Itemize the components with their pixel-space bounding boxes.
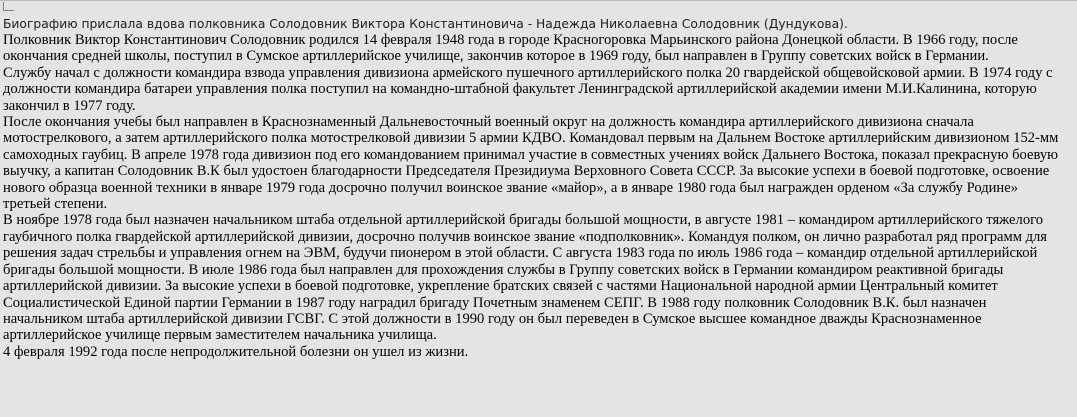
paragraph-early-life: Полковник Виктор Константинович Солодовник родился 14 февраля 1948 года в городе Красногоровка Марьинского района Донецкой области. В 1966 году, после окончания средней школы, поступил в Сумское артиллерийское училище, закончив которое в 1969 году, был направлен в Группу советских войск в Германии.	[3, 32, 1018, 65]
paragraph-service-start: Службу начал с должности командира взвода управления дивизиона армейского пушечного артиллерийского полка 20 гвардейской общевойсковой армии. В 1974 году с должности командира батареи управления полка поступил на командно-штабной факультет Ленинградской артиллерийской академии имени М.И.Калинина, которую закончил в 1977 году.	[3, 64, 1053, 114]
top-divider	[0, 0, 1077, 1]
source-note: Биографию прислала вдова полковника Солодовник Виктора Константиновича - Надежда Николаевна Солодовник (Дундукова).	[3, 17, 848, 31]
paragraph-death: 4 февраля 1992 года после непродолжительной болезни он ушел из жизни.	[3, 343, 469, 360]
paragraph-far-east: После окончания учебы был направлен в Краснознаменный Дальневосточный военный округ на должность командира артиллерийского дивизиона сначала мотострелкового, а затем артиллерийского полка мотострелковой дивизии 5 армии КДВО. Командовал первым на Дальнем Востоке артиллерийским дивизионом 152-мм самоходных гаубиц. В апреле 1978 года дивизион под его командованием принимал участие в совместных учениях войск Дальнего Востока, показал прекрасную боевую выучку, а капитан Солодовник В.К был удостоен благодарности Председателя Президиума Верховного Совета СССР. За высокие успехи в боевой подготовке, освоение нового образца военной техники в январе 1979 года досрочно получил воинское звание «майор», а в январе 1980 года был награжден орденом «За службу Родине» третьей степени.	[3, 114, 1059, 213]
paragraph-brigade-command: В ноябре 1978 года был назначен начальником штаба отдельной артиллерийской бригады большой мощности, в августе 1981 – командиром артиллерийского тяжелого гаубичного полка гвардейской артиллерийской дивизии, досрочно получив воинское звание «подполковник». Командуя полком, он лично разработал ряд программ для решения задач стрельбы и управления огнем на ЭВМ, будучи пионером в этой области. С августа 1983 года по июль 1986 года – командир отдельной артиллерийской бригады большой мощности. В июле 1986 года был направлен для прохождения службы в Группу советских войск в Германии командиром реактивной бригады артиллерийской дивизии. За высокие успехи в боевой подготовке, укрепление братских связей с частями Национальной народной армии Центральный комитет Социалистической Единой партии Германии в 1987 году наградил бригаду Почетным знаменем СЕПГ. В 1988 году полковник Солодовник В.К. был назначен начальником штаба артиллерийской дивизии ГСВГ. С этой должности в 1990 году он был переведен в Сумское высшее командное дважды Краснознаменное артиллерийское училище первым заместителем начальника училища.	[3, 212, 1048, 344]
corner-mark-icon	[3, 2, 14, 11]
